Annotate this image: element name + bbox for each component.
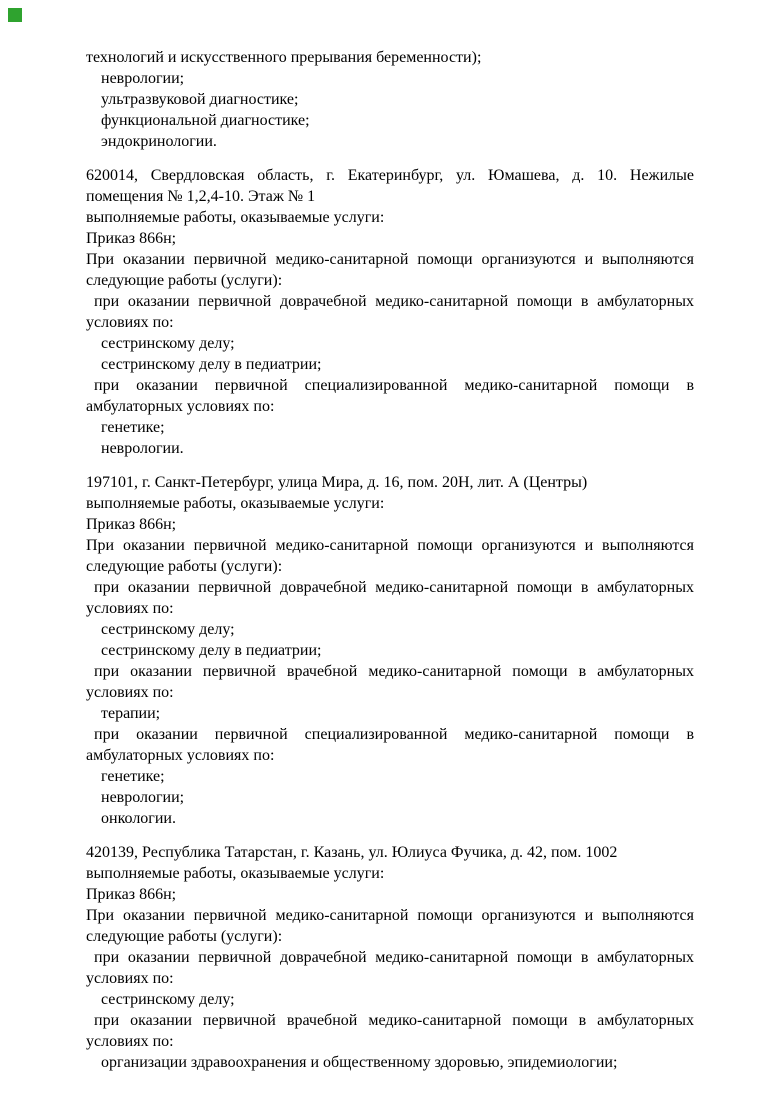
text-line: При оказании первичной медико-санитарной помощи организуются и выполняются следующие работы (услуги):: [86, 251, 694, 289]
text-line: неврологии;: [101, 70, 185, 87]
text-line: терапии;: [101, 705, 161, 722]
text-line: При оказании первичной медико-санитарной помощи организуются и выполняются следующие работы (услуги):: [86, 537, 694, 575]
text-line: сестринскому делу;: [101, 991, 235, 1008]
address-line: 420139, Республика Татарстан, г. Казань, ул. Юлиуса Фучика, д. 42, пом. 1002: [86, 844, 618, 861]
address-line: 197101, г. Санкт-Петербург, улица Мира, д. 16, пом. 20Н, лит. А (Центры): [86, 474, 588, 491]
text-line: организации здравоохранения и общественному здоровью, эпидемиологии;: [101, 1054, 618, 1071]
text-line: при оказании первичной доврачебной медико-санитарной помощи в амбулаторных условиях по:: [86, 579, 694, 617]
text-line: неврологии.: [101, 440, 184, 457]
text-line: при оказании первичной специализированной медико-санитарной помощи в амбулаторных условиях по:: [86, 726, 694, 764]
text-line: неврологии;: [101, 789, 185, 806]
text-line: генетике;: [101, 768, 165, 785]
text-line: выполняемые работы, оказываемые услуги:: [86, 495, 385, 512]
text-line: сестринскому делу в педиатрии;: [101, 642, 322, 659]
text-line: сестринскому делу;: [101, 335, 235, 352]
text-line: сестринскому делу в педиатрии;: [101, 356, 322, 373]
text-line: эндокринологии.: [101, 133, 217, 150]
text-line: Приказ 866н;: [86, 230, 177, 247]
document-content: [86, 47, 694, 1073]
text-line: технологий и искусственного прерывания беременности);: [86, 49, 482, 66]
address-line: 620014, Свердловская область, г. Екатеринбург, ул. Юмашева, д. 10. Нежилые помещения № 1,2,4-10. Этаж № 1: [86, 167, 694, 205]
text-line: Приказ 866н;: [86, 886, 177, 903]
text-line: ультразвуковой диагностике;: [101, 91, 299, 108]
text-line: онкологии.: [101, 810, 176, 827]
text-line: Приказ 866н;: [86, 516, 177, 533]
text-line: функциональной диагностике;: [101, 112, 310, 129]
text-line: при оказании первичной доврачебной медико-санитарной помощи в амбулаторных условиях по:: [86, 949, 694, 987]
text-line: при оказании первичной врачебной медико-санитарной помощи в амбулаторных условиях по:: [86, 1012, 694, 1050]
text-line: выполняемые работы, оказываемые услуги:: [86, 209, 385, 226]
text-line: При оказании первичной медико-санитарной помощи организуются и выполняются следующие работы (услуги):: [86, 907, 694, 945]
text-line: при оказании первичной специализированной медико-санитарной помощи в амбулаторных условиях по:: [86, 377, 694, 415]
text-line: сестринскому делу;: [101, 621, 235, 638]
text-line: при оказании первичной доврачебной медико-санитарной помощи в амбулаторных условиях по:: [86, 293, 694, 331]
green-marker-icon: [8, 8, 22, 22]
text-line: выполняемые работы, оказываемые услуги:: [86, 865, 385, 882]
text-line: генетике;: [101, 419, 165, 436]
text-line: при оказании первичной врачебной медико-санитарной помощи в амбулаторных условиях по:: [86, 663, 694, 701]
